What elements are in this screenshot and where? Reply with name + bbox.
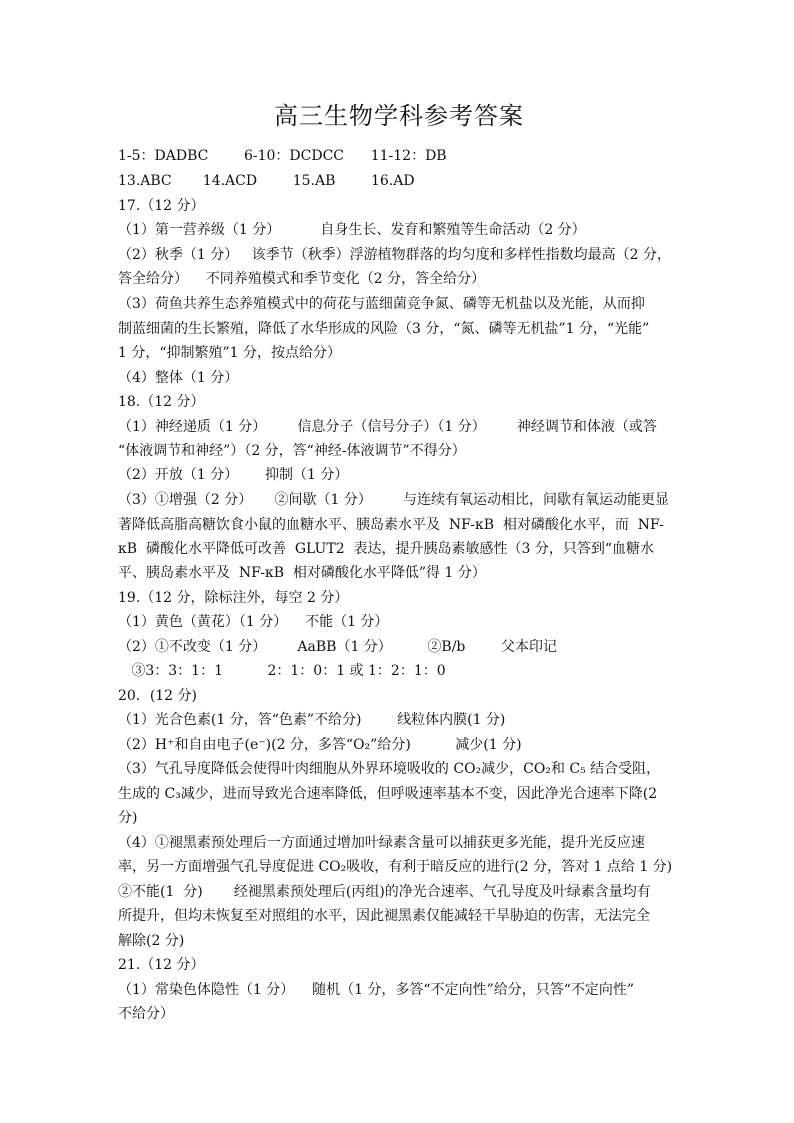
q18-part1-cont: “体液调节和神经”）（2 分，答“神经-体液调节”不得分） <box>118 443 466 459</box>
q18-heading: 18.（12 分） <box>118 394 205 410</box>
q20-heading: 20．(12 分) <box>118 688 198 704</box>
answers-row-2: 13.ABC 14.ACD 15.AB 16.AD <box>118 173 415 189</box>
q17-part3: （3）荷鱼共养生态养殖模式中的荷花与蓝细菌竞争氮、磷等无机盐以及光能，从而抑 <box>118 296 645 312</box>
q19-part1: （1）黄色（黄花）（1 分） 不能（1 分） <box>118 614 389 630</box>
q17-part4: （4）整体（1 分） <box>118 370 239 386</box>
q20-part3: （3）气孔导度降低会使得叶肉细胞从外界环境吸收的 CO₂减少，CO₂和 C₅ 结合受阻， <box>118 761 661 777</box>
answers-row-1: 1-5：DADBC 6-10：DCDCC 11-12：DB <box>118 148 447 164</box>
q17-part1: （1）第一营养级（1 分） 自身生长、发育和繁殖等生命活动（2 分） <box>118 222 586 238</box>
q18-part3: （3）①增强（2 分） ②间歇（1 分） 与连续有氧运动相比，间歇有氧运动能更显 <box>118 492 670 508</box>
q20-part1: （1）光合色素(1 分，答“色素”不给分) 线粒体内膜(1 分) <box>118 712 506 728</box>
q20-part4-cont3: 所提升，但均未恢复至对照组的水平，因此褪黑素仅能减轻干旱胁迫的伤害，无法完全 <box>118 908 650 924</box>
q17-part2: （2）秋季（1 分） 该季节（秋季）浮游植物群落的均匀度和多样性指数均最高（2 分， <box>118 247 671 263</box>
q21-part1-cont: 不给分） <box>118 1006 174 1022</box>
q20-part2: （2）H⁺和自由电子(e⁻)(2 分，多答“O₂”给分) 减少(1 分) <box>118 737 522 753</box>
q17-part3-cont2: 1 分，“抑制繁殖”1 分，按点给分） <box>118 345 342 361</box>
page-title: 高三生物学科参考答案 <box>274 102 524 130</box>
q21-part1: （1）常染色体隐性（1 分） 随机（1 分，多答“不定向性”给分，只答“不定向性” <box>118 982 635 998</box>
q17-part3-cont: 制蓝细菌的生长繁殖，降低了水华形成的风险（3 分，“氮、磷等无机盐”1 分，“光能” <box>118 321 650 337</box>
q18-part1: （1）神经递质（1 分） 信息分子（信号分子）（1 分） 神经调节和体液（或答 <box>118 419 657 435</box>
q20-part3-cont2: 分) <box>118 810 138 826</box>
q19-part2: （2）①不改变（1 分） AaBB（1 分） ②B/b 父本印记 <box>118 639 557 655</box>
q20-part4-cont: 率，另一方面增强气孔导度促进 CO₂吸收，有利于暗反应的进行(2 分，答对 1 点给 1 分) <box>118 859 673 875</box>
q20-part4-cont2: ②不能(1 分) 经褪黑素预处理后(丙组)的净光合速率、气孔导度及叶绿素含量均有 <box>118 884 651 900</box>
q20-part3-cont: 生成的 C₃减少，进而导致光合速率降低，但呼吸速率基本不变，因此净光合速率下降(2 <box>118 786 658 802</box>
q19-heading: 19.（12 分，除标注外，每空 2 分） <box>118 590 349 606</box>
q17-heading: 17.（12 分） <box>118 198 205 214</box>
q19-part2-cont: ③3：3：1：1 2：1：0：1 或 1：2：1：0 <box>118 663 446 679</box>
q18-part3-cont2: κB 磷酸化水平降低可改善 GLUT2 表达，提升胰岛素敏感性（3 分，只答到“血糖水 <box>118 541 655 557</box>
q18-part2: （2）开放（1 分） 抑制（1 分） <box>118 467 349 483</box>
q17-part2-cont: 答全给分） 不同养殖模式和季节变化（2 分，答全给分） <box>118 271 486 287</box>
q20-part4-cont4: 解除(2 分) <box>118 933 185 949</box>
q18-part3-cont3: 平、胰岛素水平及 NF-κB 相对磷酸化水平降低”得 1 分） <box>118 565 486 581</box>
q18-part3-cont: 著降低高脂高糖饮食小鼠的血糖水平、胰岛素水平及 NF-κB 相对磷酸化水平，而 NF- <box>118 517 664 533</box>
q20-part4: （4）①褪黑素预处理后一方面通过增加叶绿素含量可以捕获更多光能，提升光反应速 <box>118 835 645 851</box>
q21-heading: 21.（12 分） <box>118 957 205 973</box>
